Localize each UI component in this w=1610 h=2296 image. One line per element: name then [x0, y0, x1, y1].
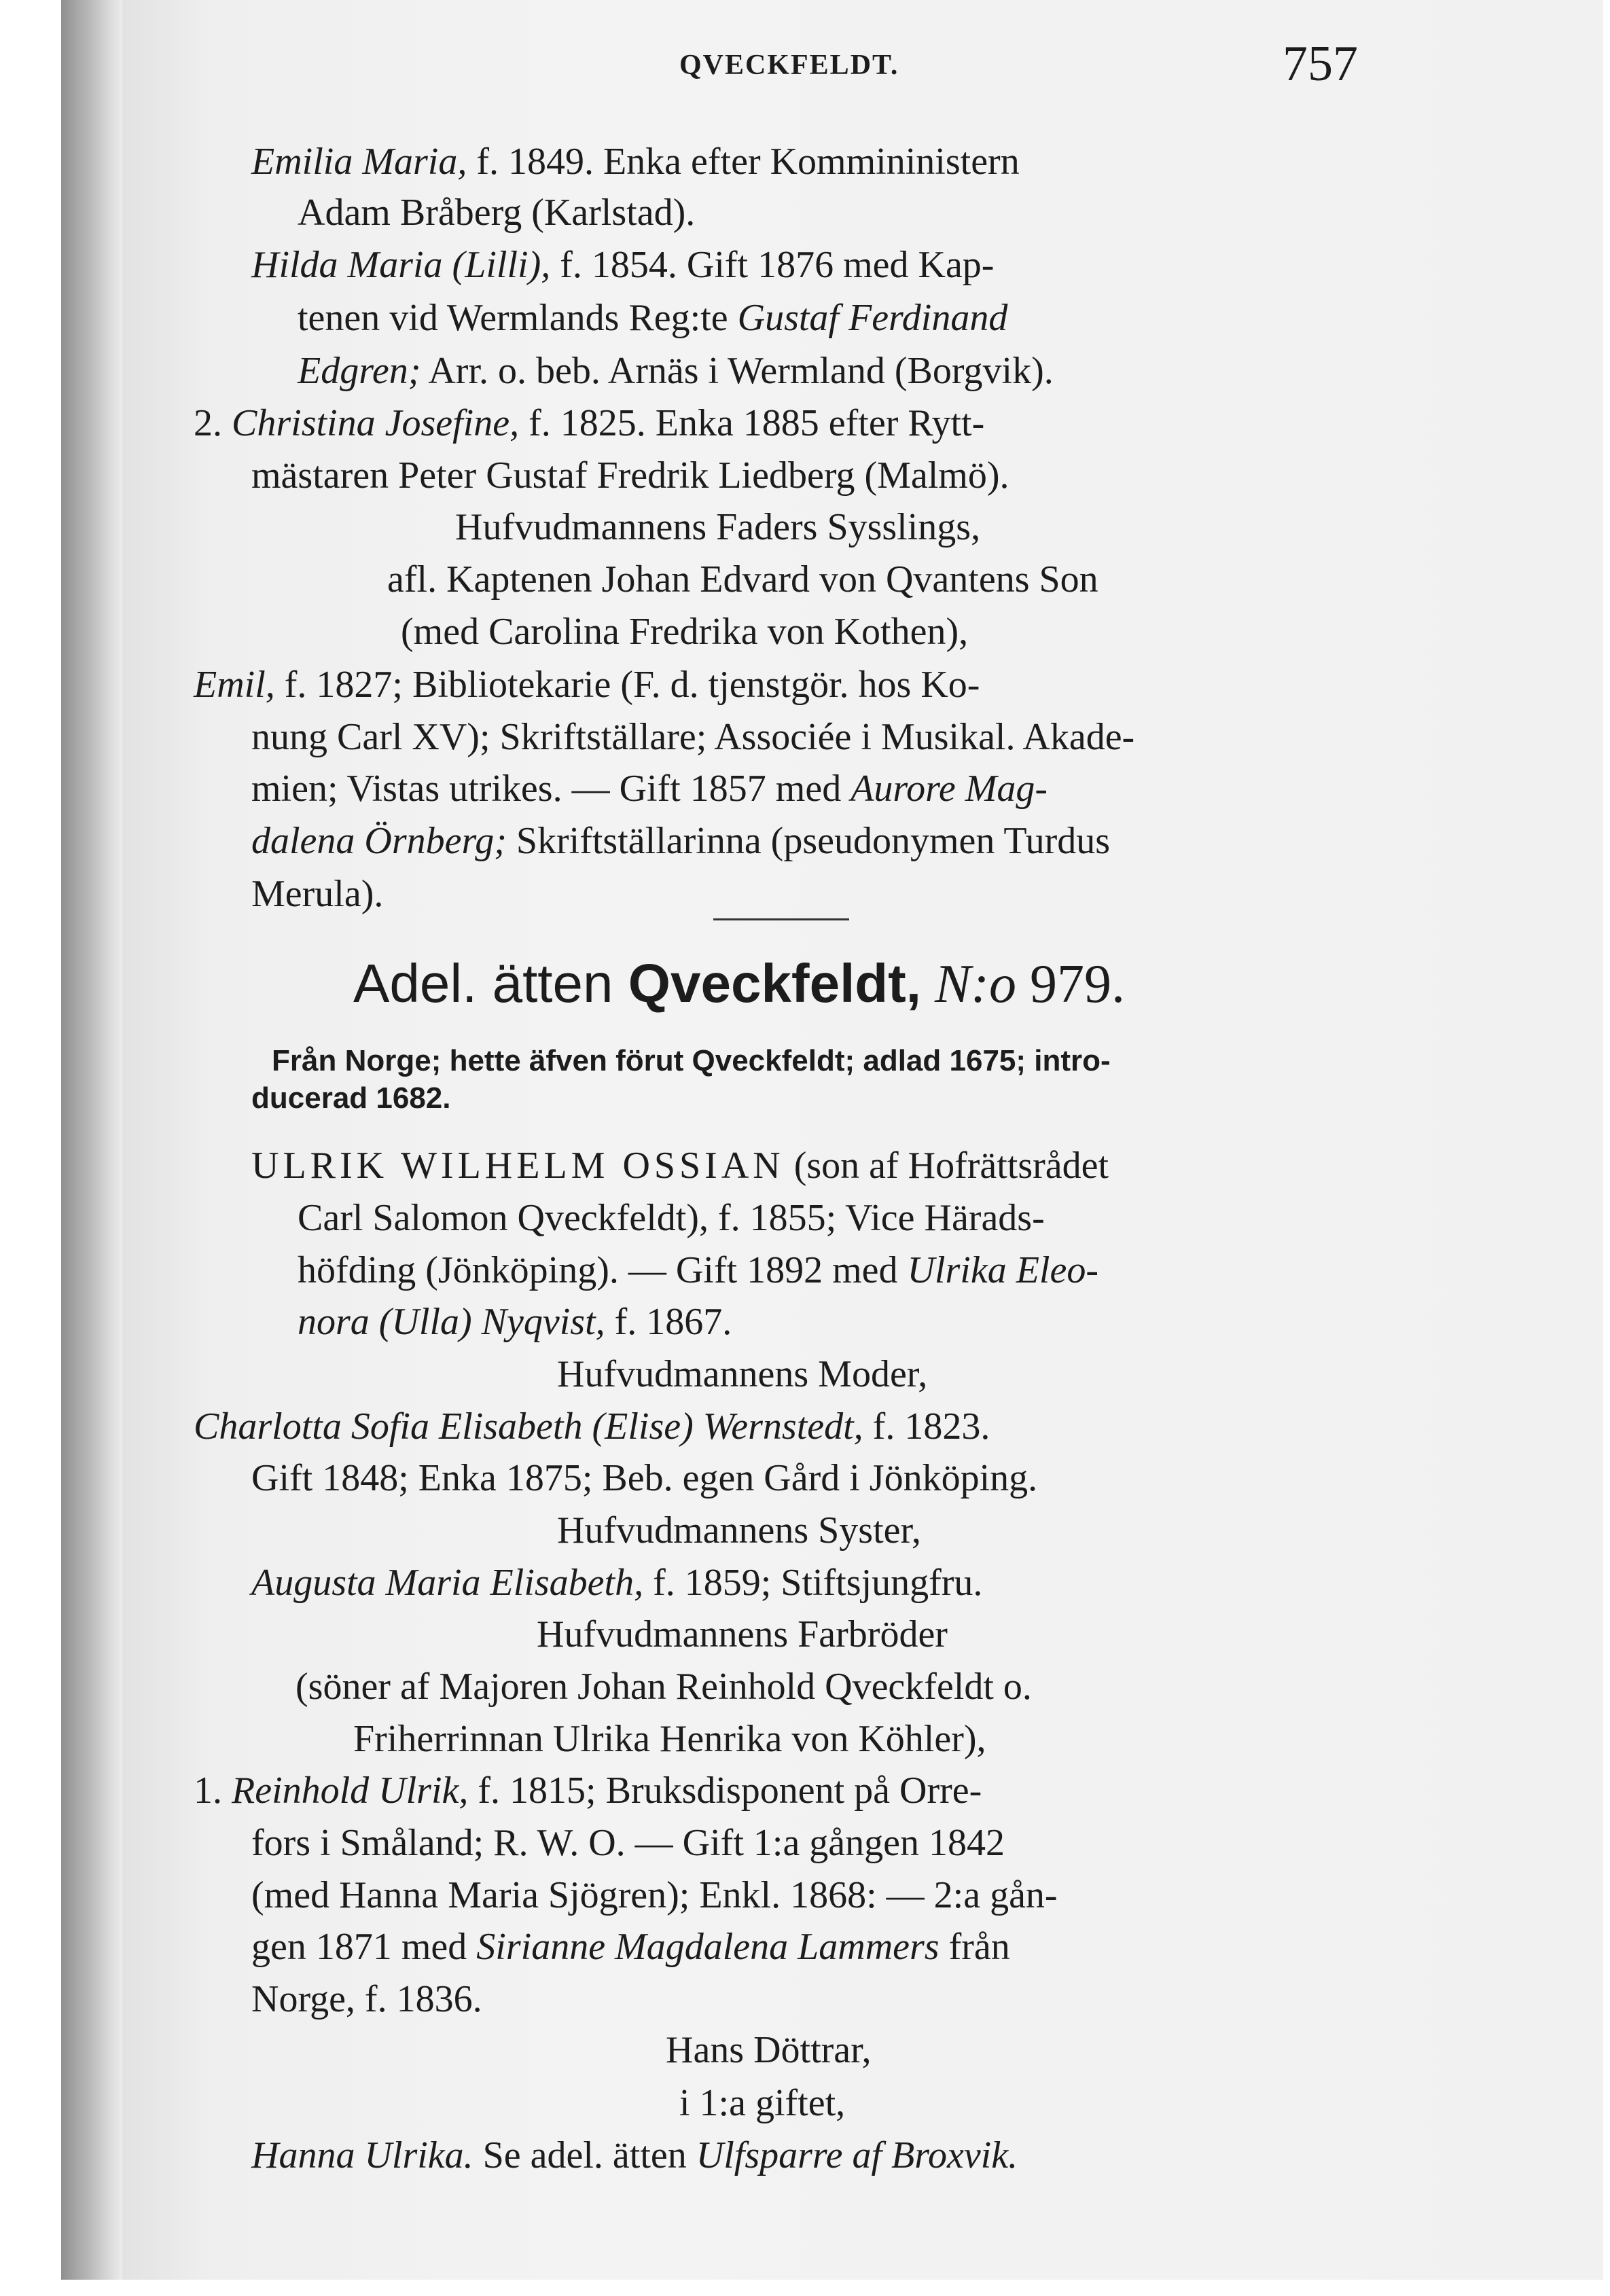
text-line: (söner af Majoren Johan Reinhold Qveckfeldt o.	[296, 1666, 1032, 1708]
text-line: Edgren; Arr. o. beb. Arnäs i Wermland (Borgvik).	[298, 350, 1054, 392]
text-line: Gift 1848; Enka 1875; Beb. egen Gård i Jönköping.	[251, 1457, 1038, 1499]
section-subheading: i 1:a giftet,	[679, 2082, 846, 2124]
text-line: nung Carl XV); Skriftställare; Associée i Musikal. Akade-	[251, 716, 1135, 758]
text-line: Emil, f. 1827; Bibliotekarie (F. d. tjenstgör. hos Ko-	[194, 664, 980, 706]
family-heading: Adel. ätten Qveckfeldt, N:o 979.	[353, 953, 1126, 1014]
family-intro: ducerad 1682.	[251, 1081, 451, 1115]
page-bottom-edge	[61, 2280, 1610, 2296]
text-line: Hanna Ulrika. Se adel. ätten Ulfsparre af Broxvik.	[251, 2134, 1018, 2176]
section-subheading: Hufvudmannens Syster,	[557, 1509, 921, 1551]
page-number: 757	[1283, 36, 1358, 92]
text-line: Friherrinnan Ulrika Henrika von Köhler),	[353, 1718, 986, 1760]
text-line: 2. Christina Josefine, f. 1825. Enka 1885 efter Rytt-	[194, 402, 985, 444]
text-line: Emilia Maria, f. 1849. Enka efter Kommininistern	[251, 141, 1020, 183]
section-subheading: Hufvudmannens Moder,	[557, 1353, 928, 1395]
text-line: Norge, f. 1836.	[251, 1978, 482, 2020]
text-line: Carl Salomon Qveckfeldt), f. 1855; Vice Härads-	[298, 1197, 1045, 1239]
text-line: dalena Örnberg; Skriftställarinna (pseudonymen Turdus	[251, 820, 1111, 862]
text-line: höfding (Jönköping). — Gift 1892 med Ulrika Eleo-	[298, 1249, 1098, 1291]
section-subheading: Hans Döttrar,	[666, 2029, 872, 2071]
section-divider	[713, 918, 849, 920]
text-line: tenen vid Wermlands Reg:te Gustaf Ferdinand	[298, 297, 1008, 339]
section-subheading: Hufvudmannens Farbröder	[537, 1613, 948, 1655]
text-line: mästaren Peter Gustaf Fredrik Liedberg (Malmö).	[251, 454, 1009, 497]
text-line: Charlotta Sofia Elisabeth (Elise) Wernstedt, f. 1823.	[194, 1405, 990, 1448]
text-line: mien; Vistas utrikes. — Gift 1857 med Aurore Mag-	[251, 768, 1048, 810]
text-line: nora (Ulla) Nyqvist, f. 1867.	[298, 1301, 732, 1343]
text-line: Merula).	[251, 873, 384, 915]
text-line: (med Carolina Fredrika von Kothen),	[401, 611, 969, 653]
text-line: gen 1871 med Sirianne Magdalena Lammers från	[251, 1926, 1010, 1968]
text-line: Adam Bråberg (Karlstad).	[298, 192, 696, 234]
running-head: QVECKFELDT.	[679, 50, 899, 81]
family-intro: Från Norge; hette äfven förut Qveckfeldt; adlad 1675; intro-	[272, 1044, 1111, 1077]
section-subheading: Hufvudmannens Faders Sysslings,	[455, 506, 981, 548]
text-line: Hilda Maria (Lilli), f. 1854. Gift 1876 med Kap-	[251, 244, 995, 286]
text-line: afl. Kaptenen Johan Edvard von Qvantens Son	[387, 558, 1098, 600]
text-line: (med Hanna Maria Sjögren); Enkl. 1868: — 2:a gån-	[251, 1874, 1058, 1916]
book-spine-shadow	[61, 0, 122, 2296]
text-line: ULRIK WILHELM OSSIAN (son af Hofrättsrådet	[251, 1145, 1109, 1187]
text-line: Augusta Maria Elisabeth, f. 1859; Stiftsjungfru.	[251, 1562, 983, 1604]
text-line: 1. Reinhold Ulrik, f. 1815; Bruksdisponent på Orre-	[194, 1770, 982, 1812]
text-line: fors i Småland; R. W. O. — Gift 1:a gången 1842	[251, 1822, 1005, 1864]
